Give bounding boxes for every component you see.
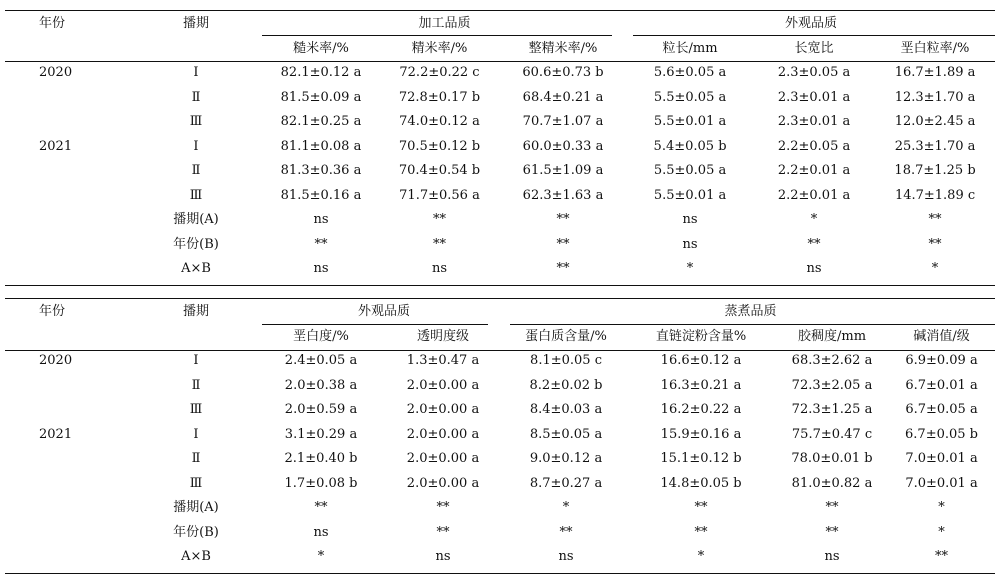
period-cell: Ⅲ: [189, 187, 203, 203]
value-cell: **: [436, 524, 450, 540]
table-row: [5, 159, 995, 184]
table-row: [5, 208, 995, 233]
table2-col-header: 胶稠度/mm: [797, 329, 867, 344]
value-cell: **: [314, 236, 328, 252]
table1-col-header: 整精米率/%: [528, 41, 598, 56]
year-cell: 2020: [39, 65, 73, 80]
value-cell: 7.0±0.01 a: [905, 451, 978, 466]
value-cell: *: [810, 212, 818, 227]
value-cell: 8.4±0.03 a: [529, 402, 603, 417]
value-cell: 12.3±1.70 a: [894, 89, 976, 105]
value-cell: 25.3±1.70 a: [894, 138, 976, 154]
table2-period-header: 播期: [182, 304, 209, 319]
value-cell: 72.2±0.22 c: [399, 65, 480, 80]
value-cell: 68.4±0.21 a: [522, 89, 604, 105]
value-cell: 2.0±0.00 a: [406, 426, 480, 442]
value-cell: 82.1±0.12 a: [280, 65, 362, 80]
period-cell: Ⅱ: [191, 163, 201, 178]
table2-group-header-row: [5, 299, 995, 324]
table1: [5, 11, 995, 282]
value-cell: 15.9±0.16 a: [660, 426, 742, 442]
table-row: [5, 496, 995, 521]
value-cell: 5.4±0.05 b: [653, 138, 727, 154]
value-cell: 14.8±0.05 b: [660, 475, 742, 491]
table-row: [5, 521, 995, 546]
value-cell: 2.3±0.01 a: [777, 89, 851, 105]
value-cell: **: [433, 212, 446, 227]
period-cell: Ⅲ: [189, 475, 203, 491]
table1-group1-header: 加工品质: [418, 16, 471, 31]
period-cell: 播期(A): [173, 500, 219, 515]
table-row: [5, 374, 995, 399]
value-cell: 6.7±0.05 a: [905, 402, 978, 417]
value-cell: 70.7±1.07 a: [522, 114, 604, 129]
value-cell: 5.6±0.05 a: [653, 65, 727, 80]
value-cell: 81.0±0.82 a: [791, 475, 873, 491]
value-cell: ns: [806, 261, 822, 276]
year-cell: [5, 110, 130, 135]
value-cell: 1.3±0.47 a: [406, 353, 480, 368]
value-cell: 2.1±0.40 b: [284, 451, 358, 466]
value-cell: 12.0±2.45 a: [894, 114, 976, 129]
value-cell: ns: [682, 212, 698, 227]
year-cell: [5, 208, 130, 233]
period-cell: Ⅱ: [191, 451, 201, 466]
period-cell: Ⅲ: [189, 114, 203, 129]
table1-group-header-row: [5, 11, 995, 36]
table-row: [5, 61, 995, 86]
value-cell: 8.5±0.05 a: [529, 426, 603, 442]
value-cell: 81.5±0.09 a: [280, 89, 362, 105]
value-cell: 6.7±0.01 a: [905, 377, 978, 393]
value-cell: 70.5±0.12 b: [398, 138, 481, 154]
value-cell: 72.3±2.05 a: [791, 377, 873, 393]
table-row: [5, 86, 995, 111]
year-cell: [5, 184, 130, 209]
value-cell: 72.3±1.25 a: [791, 402, 873, 417]
value-cell: *: [686, 261, 694, 276]
value-cell: **: [556, 236, 570, 252]
value-cell: 16.6±0.12 a: [660, 353, 742, 368]
value-cell: 68.3±2.62 a: [791, 353, 873, 368]
value-cell: 81.3±0.36 a: [280, 163, 362, 178]
value-cell: 2.2±0.05 a: [777, 138, 851, 154]
value-cell: 62.3±1.63 a: [522, 187, 604, 203]
value-cell: 2.3±0.01 a: [777, 114, 851, 129]
year-cell: [5, 159, 130, 184]
value-cell: **: [436, 500, 450, 515]
table2-col-header: 蛋白质含量/%: [525, 329, 607, 344]
value-cell: **: [694, 500, 708, 515]
period-cell: Ⅰ: [193, 353, 199, 368]
table2: [5, 299, 995, 570]
value-cell: ns: [313, 524, 329, 540]
table1-col-header: 粒长/mm: [662, 41, 718, 56]
value-cell: 2.0±0.59 a: [284, 402, 358, 417]
table1-year-header: 年份: [39, 16, 66, 31]
year-cell: 2020: [39, 353, 73, 368]
value-cell: 5.5±0.01 a: [653, 187, 727, 203]
year-cell: [5, 398, 130, 423]
value-cell: 71.7±0.56 a: [399, 187, 480, 203]
value-cell: 82.1±0.25 a: [280, 114, 362, 129]
value-cell: *: [562, 500, 570, 515]
table2-group2-header: 蒸煮品质: [724, 304, 777, 319]
value-cell: **: [807, 236, 821, 252]
value-cell: 16.7±1.89 a: [894, 65, 976, 80]
table-row: [5, 184, 995, 209]
value-cell: *: [938, 524, 945, 540]
period-cell: Ⅰ: [193, 65, 199, 80]
value-cell: **: [825, 500, 839, 515]
value-cell: 74.0±0.12 a: [399, 114, 480, 129]
value-cell: ns: [435, 549, 451, 564]
value-cell: ns: [682, 236, 698, 252]
year-cell: [5, 257, 130, 282]
value-cell: *: [697, 549, 705, 564]
table2-col-header: 垩白度/%: [293, 329, 349, 344]
period-cell: Ⅱ: [191, 377, 201, 393]
period-cell: Ⅰ: [193, 138, 199, 154]
value-cell: 2.0±0.00 a: [406, 402, 480, 417]
year-cell: [5, 233, 130, 258]
value-cell: 70.4±0.54 b: [398, 163, 481, 178]
value-cell: **: [556, 212, 570, 227]
year-cell: [5, 374, 130, 399]
year-cell: [5, 86, 130, 111]
value-cell: 5.5±0.05 a: [653, 163, 727, 178]
value-cell: 6.7±0.05 b: [905, 426, 978, 442]
table1-col-header: 长宽比: [794, 41, 834, 56]
value-cell: ns: [313, 212, 329, 227]
period-cell: Ⅰ: [193, 426, 199, 442]
value-cell: 1.7±0.08 b: [284, 475, 358, 491]
value-cell: 5.5±0.05 a: [653, 89, 727, 105]
table2-col-header: 透明度级: [417, 329, 470, 344]
value-cell: **: [825, 524, 839, 540]
value-cell: 16.2±0.22 a: [660, 402, 742, 417]
value-cell: 2.0±0.38 a: [284, 377, 358, 393]
value-cell: **: [928, 236, 942, 252]
value-cell: 3.1±0.29 a: [284, 426, 358, 442]
value-cell: 8.1±0.05 c: [530, 353, 602, 368]
value-cell: **: [433, 236, 446, 252]
table2-col-header: 直链淀粉含量%: [655, 329, 747, 344]
table2-group1-header: 外观品质: [358, 304, 411, 319]
period-cell: 年份(B): [173, 236, 219, 252]
value-cell: ns: [558, 549, 574, 564]
value-cell: 75.7±0.47 c: [791, 426, 873, 442]
value-cell: 7.0±0.01 a: [905, 475, 978, 491]
value-cell: 2.0±0.00 a: [406, 377, 480, 393]
table-row: [5, 472, 995, 497]
year-cell: 2021: [39, 426, 73, 442]
value-cell: 2.2±0.01 a: [777, 163, 851, 178]
table1-col-header: 精米率/%: [411, 41, 468, 56]
year-cell: [5, 496, 130, 521]
table2-col-header: 碱消值/级: [913, 329, 970, 344]
year-cell: [5, 472, 130, 497]
table-row: [5, 423, 995, 448]
value-cell: 5.5±0.01 a: [653, 114, 727, 129]
table1-col-header: 垩白粒率/%: [900, 41, 970, 56]
table-row: [5, 447, 995, 472]
value-cell: 8.7±0.27 a: [529, 475, 603, 491]
value-cell: 81.5±0.16 a: [280, 187, 362, 203]
table-row: [5, 349, 995, 374]
value-cell: 2.4±0.05 a: [284, 353, 358, 368]
value-cell: 60.0±0.33 a: [522, 138, 604, 154]
value-cell: *: [938, 500, 945, 515]
table2-year-header: 年份: [39, 304, 66, 319]
value-cell: **: [556, 261, 570, 276]
value-cell: 61.5±1.09 a: [522, 163, 604, 178]
value-cell: 14.7±1.89 c: [894, 187, 976, 203]
year-cell: [5, 447, 130, 472]
value-cell: ns: [431, 261, 448, 276]
value-cell: **: [694, 524, 708, 540]
value-cell: 2.3±0.05 a: [777, 65, 851, 80]
value-cell: 81.1±0.08 a: [280, 138, 362, 154]
value-cell: 2.0±0.00 a: [406, 475, 480, 491]
period-cell: 播期(A): [173, 212, 219, 227]
table-row: [5, 398, 995, 423]
value-cell: 2.2±0.01 a: [777, 187, 851, 203]
table1-group2-header: 外观品质: [785, 16, 838, 31]
table-row: [5, 545, 995, 570]
value-cell: *: [931, 261, 939, 276]
table-row: [5, 233, 995, 258]
table1-period-header: 播期: [182, 16, 209, 31]
value-cell: **: [935, 549, 949, 564]
period-cell: A×B: [181, 549, 211, 564]
table-row: [5, 135, 995, 160]
value-cell: ns: [313, 261, 329, 276]
table-row: [5, 110, 995, 135]
value-cell: 6.9±0.09 a: [905, 353, 978, 368]
value-cell: 8.2±0.02 b: [529, 377, 603, 393]
table1-col-header: 糙米率/%: [293, 41, 349, 56]
value-cell: **: [314, 500, 328, 515]
period-cell: Ⅲ: [189, 402, 203, 417]
value-cell: 60.6±0.73 b: [522, 65, 604, 80]
value-cell: 78.0±0.01 b: [791, 451, 873, 466]
value-cell: **: [928, 212, 942, 227]
value-cell: 18.7±1.25 b: [894, 163, 976, 178]
value-cell: ns: [824, 549, 840, 564]
value-cell: 72.8±0.17 b: [398, 89, 481, 105]
period-cell: 年份(B): [173, 524, 219, 540]
value-cell: 2.0±0.00 a: [406, 451, 480, 466]
period-cell: Ⅱ: [191, 89, 201, 105]
year-cell: 2021: [39, 138, 73, 154]
period-cell: A×B: [181, 261, 211, 276]
value-cell: *: [317, 549, 325, 564]
table2-bottom-rule: [5, 573, 995, 574]
year-cell: [5, 521, 130, 546]
value-cell: **: [559, 524, 573, 540]
table1-bottom-rule: [5, 285, 995, 286]
value-cell: 9.0±0.12 a: [529, 451, 603, 466]
table-row: [5, 257, 995, 282]
year-cell: [5, 545, 130, 570]
value-cell: 15.1±0.12 b: [660, 451, 742, 466]
value-cell: 16.3±0.21 a: [660, 377, 742, 393]
